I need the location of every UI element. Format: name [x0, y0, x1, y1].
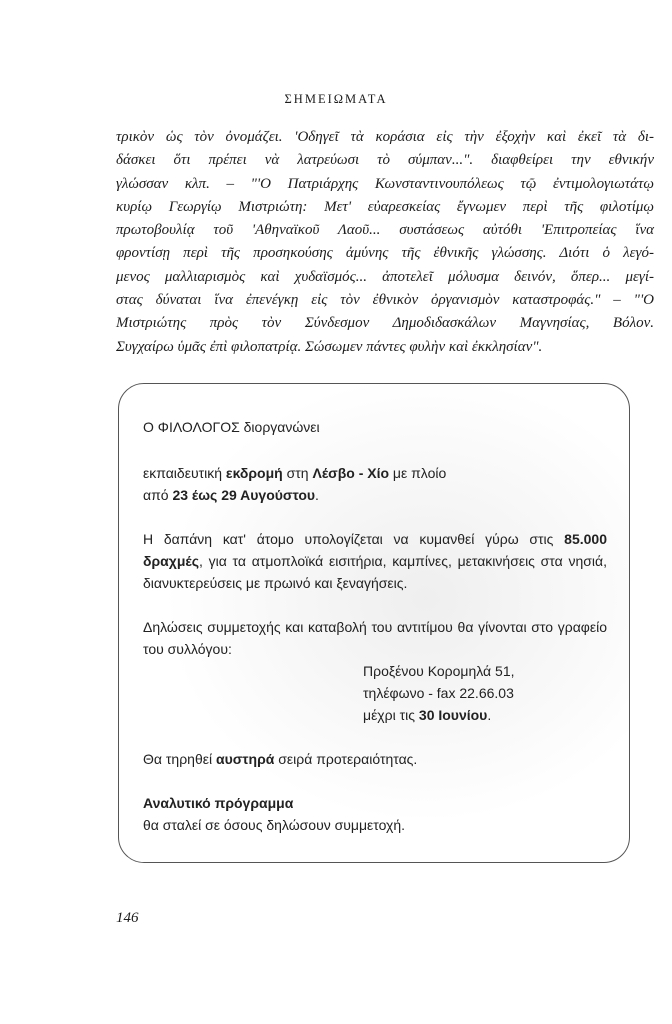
phone-line: τηλέφωνο - fax 22.66.03	[363, 685, 514, 701]
paragraph-line: δάσκει ὅτι πρέπει νὰ λατρεύωσι τὸ σύμπαν...". διαφθείρει την εθνικήν	[116, 152, 654, 169]
dates-text: .	[315, 487, 319, 503]
trip-text: στη	[282, 465, 313, 481]
address-block	[363, 660, 607, 726]
trip-dates: 23 έως 29 Αυγούστου	[172, 487, 316, 503]
order-line	[143, 748, 607, 770]
cost-amount: 85.000 δραχμές	[143, 531, 607, 569]
paragraph-line: Συγχαίρω ὑμᾶς ἐπὶ φιλοπατρίᾳ. Σώσωμεν πάντες φυλὴν καὶ ἐκκλησίαν".	[116, 338, 543, 355]
paragraph-line: φροντίσῃ περὶ τῆς προσηκούσης ἀμύνης τῆς ἐθνικῆς γλώσσης. Διότι ὁ λεγό-	[116, 245, 654, 262]
paragraph-line: Μιστριώτης πρὸς τὸν Σύνδεσμον Δημοδιδασκάλων Μαγνησίας, Βόλον.	[116, 315, 654, 332]
body-paragraph	[116, 126, 654, 359]
paragraph-line: τρικὸν ὡς τὸν ὀνομάζει. 'Οδηγεῖ τὰ κοράσια εἰς τὴν ἐξοχὴν καὶ ἐκεῖ τὰ δι-	[116, 129, 654, 145]
paragraph-line: πρωτοβουλίᾳ τοῦ 'Αθηναϊκοῦ Λαοῦ... συστάσεως αὐτόθι 'Επιτροπείας ἵνα	[116, 222, 654, 239]
paragraph-line: στας δύναται ἵνα ἐπενέγκῃ εἰς τὸν ἐθνικὸν ὀργανισμὸν καταστροφάς." – "'Ο	[116, 292, 654, 309]
notice-title: Ο ΦΙΛΟΛΟΓΟΣ διοργανώνει	[143, 419, 320, 435]
trip-text: εκπαιδευτική	[143, 465, 226, 481]
dates-text: από	[143, 487, 173, 503]
trip-text: με πλοίο	[389, 465, 447, 481]
trip-bold: εκδρομή	[225, 465, 283, 481]
trip-destination: Λέσβο - Χίο	[312, 465, 390, 481]
deadline-line	[363, 704, 607, 726]
cost-text: Η δαπάνη κατ' άτομο υπολογίζεται να κυμανθεί γύρω στις	[143, 531, 565, 547]
page-number: 146	[116, 910, 139, 926]
paragraph-line: γλώσσαν κλπ. – "'Ο Πατριάρχης Κωνσταντινουπόλεως τῷ ἐντιμολογιωτάτῳ	[116, 175, 654, 192]
running-head: ΣΗΜΕΙΩΜΑΤΑ	[284, 92, 388, 106]
program-text: θα σταλεί σε όσους δηλώσουν συμμετοχή.	[143, 817, 406, 833]
address-line: Προξένου Κορομηλά 51,	[363, 663, 515, 679]
dates-line	[143, 484, 607, 506]
paragraph-line: μενος μαλλιαρισμὸς καὶ χυδαϊσμός... ἀποτελεῖ μόλυσμα δεινόν, ὅπερ... μεγί-	[116, 268, 654, 285]
paragraph-line: κυρίῳ Γεωργίῳ Μιστριώτη: Μετ' εὐαρεσκείας ἔγνωμεν περὶ τῆς φιλοτίμῳ	[116, 198, 654, 215]
order-bold: αυστηρά	[215, 751, 275, 767]
notice-content	[143, 416, 607, 836]
trip-line	[143, 462, 607, 484]
cost-paragraph	[143, 528, 607, 594]
cost-text: , για τα ατμοπλοϊκά εισιτήρια, καμπίνες, μετακινήσεις στα νησιά, διανυκτερεύσεις με πρωινό και ξεναγήσεις.	[143, 553, 607, 591]
declarations-paragraph: Δηλώσεις συμμετοχής και καταβολή του αντιτίμου θα γίνονται στο γραφείο του συλλόγου:	[143, 619, 607, 657]
deadline-date: 30 Ιουνίου	[418, 707, 488, 723]
order-text: σειρά προτεραιότητας.	[274, 751, 418, 767]
order-text: Θα τηρηθεί	[143, 751, 216, 767]
deadline-text: .	[487, 707, 492, 723]
program-title	[143, 792, 607, 814]
program-title-text: Αναλυτικό πρόγραμμα	[143, 795, 294, 811]
trip-notice-box	[118, 383, 630, 863]
deadline-text: μέχρι τις	[363, 707, 419, 723]
